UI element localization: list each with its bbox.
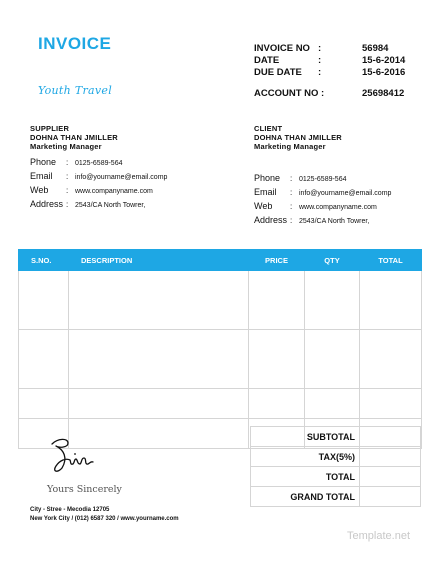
grand-total-value[interactable] [360, 487, 421, 507]
tax-value[interactable] [360, 447, 421, 467]
subtotal-value[interactable] [360, 427, 421, 447]
field-sep: : [66, 200, 69, 209]
meta-sep: : [318, 55, 322, 66]
client-address [254, 214, 391, 228]
table-cell[interactable] [69, 271, 249, 330]
subtotal-label: SUBTOTAL [251, 427, 360, 447]
field-label: Email [254, 187, 277, 197]
table-cell[interactable] [19, 389, 69, 419]
address-line-1: City - Stree - Mecodia 12705 [30, 507, 110, 513]
table-cell[interactable] [69, 389, 249, 419]
address-line-2: New York City / (012) 6587 320 / www.yourname.com [30, 516, 179, 522]
supplier-name: DOHNA THAN JMILLER [30, 133, 118, 142]
tax-row [251, 447, 421, 467]
client-name: DOHNA THAN JMILLER [254, 133, 342, 142]
table-cell[interactable] [69, 330, 249, 389]
field-label: Web [254, 201, 273, 211]
field-label: Web [30, 185, 49, 195]
company-name: Youth Travel [38, 84, 113, 97]
table-cell[interactable] [19, 271, 69, 330]
meta-date [254, 55, 422, 67]
supplier-web [30, 184, 167, 198]
watermark-text: Template.net [347, 530, 410, 542]
field-label: Phone [30, 157, 57, 167]
meta-account-no [254, 87, 422, 101]
line-items-table [18, 249, 422, 449]
field-value: info@yourname@email.comp [299, 190, 392, 197]
supplier-phone [30, 156, 167, 170]
table-cell[interactable] [305, 271, 360, 330]
field-sep: : [290, 216, 293, 225]
field-label: Address [254, 215, 288, 225]
grand-total-label: GRAND TOTAL [251, 487, 360, 507]
account-value: 25698412 [362, 88, 405, 99]
client-block [254, 124, 391, 228]
meta-sep: : [318, 43, 322, 54]
field-label: Email [30, 171, 53, 181]
meta-value: 15-6-2014 [362, 55, 406, 66]
field-sep: : [66, 186, 69, 195]
table-cell[interactable] [305, 389, 360, 419]
meta-value: 15-6-2016 [362, 67, 406, 78]
field-sep: : [290, 202, 293, 211]
field-label: Address [30, 199, 64, 209]
client-role: Marketing Manager [254, 142, 326, 151]
meta-label: INVOICE NO [254, 43, 310, 54]
total-value[interactable] [360, 467, 421, 487]
table-cell[interactable] [360, 330, 422, 389]
table-header-row [19, 250, 422, 271]
supplier-role: Marketing Manager [30, 142, 102, 151]
meta-invoice-no [254, 43, 422, 55]
table-cell[interactable] [305, 330, 360, 389]
field-value: 2543/CA North Towrer, [75, 202, 146, 209]
col-header-description: DESCRIPTION [69, 250, 249, 271]
field-value: www.companyname.com [299, 204, 377, 211]
meta-label: DUE DATE [254, 67, 302, 78]
field-sep: : [66, 158, 69, 167]
table-row [19, 330, 422, 389]
client-phone [254, 172, 391, 186]
table-cell[interactable] [249, 271, 305, 330]
table-cell[interactable] [249, 330, 305, 389]
field-sep: : [66, 172, 69, 181]
footer-address [30, 506, 179, 524]
table-cell[interactable] [360, 389, 422, 419]
grand-total-row [251, 487, 421, 507]
field-sep: : [290, 188, 293, 197]
col-header-price: PRICE [249, 250, 305, 271]
supplier-heading: SUPPLIER [30, 124, 70, 133]
col-header-sno: S.NO. [19, 250, 69, 271]
client-heading: CLIENT [254, 124, 283, 133]
table-cell[interactable] [360, 271, 422, 330]
table-row [19, 271, 422, 330]
field-label: Phone [254, 173, 281, 183]
meta-sep: : [318, 67, 322, 78]
field-sep: : [290, 174, 293, 183]
field-value: info@yourname@email.comp [75, 174, 168, 181]
table-row [19, 389, 422, 419]
client-email [254, 186, 391, 200]
total-row [251, 467, 421, 487]
signature-image [44, 434, 106, 476]
col-header-total: TOTAL [360, 250, 422, 271]
field-value: 0125-6589-564 [75, 160, 123, 167]
supplier-email [30, 170, 167, 184]
field-value: 0125-6589-564 [299, 176, 347, 183]
meta-label: DATE [254, 55, 280, 66]
table-cell[interactable] [19, 330, 69, 389]
closing-text: Yours Sincerely [47, 484, 122, 495]
col-header-qty: QTY [305, 250, 360, 271]
total-label: TOTAL [251, 467, 360, 487]
field-value: www.companyname.com [75, 188, 153, 195]
meta-value: 56984 [362, 43, 389, 54]
subtotal-row [251, 427, 421, 447]
invoice-meta [254, 43, 422, 101]
supplier-address [30, 198, 167, 212]
invoice-title: INVOICE [38, 34, 112, 53]
account-label: ACCOUNT NO : [254, 88, 325, 99]
totals-table [250, 426, 421, 507]
client-web [254, 200, 391, 214]
meta-due-date [254, 67, 422, 79]
tax-label: TAX(5%) [251, 447, 360, 467]
supplier-block [30, 124, 167, 212]
field-value: 2543/CA North Towrer, [299, 218, 370, 225]
table-cell[interactable] [249, 389, 305, 419]
